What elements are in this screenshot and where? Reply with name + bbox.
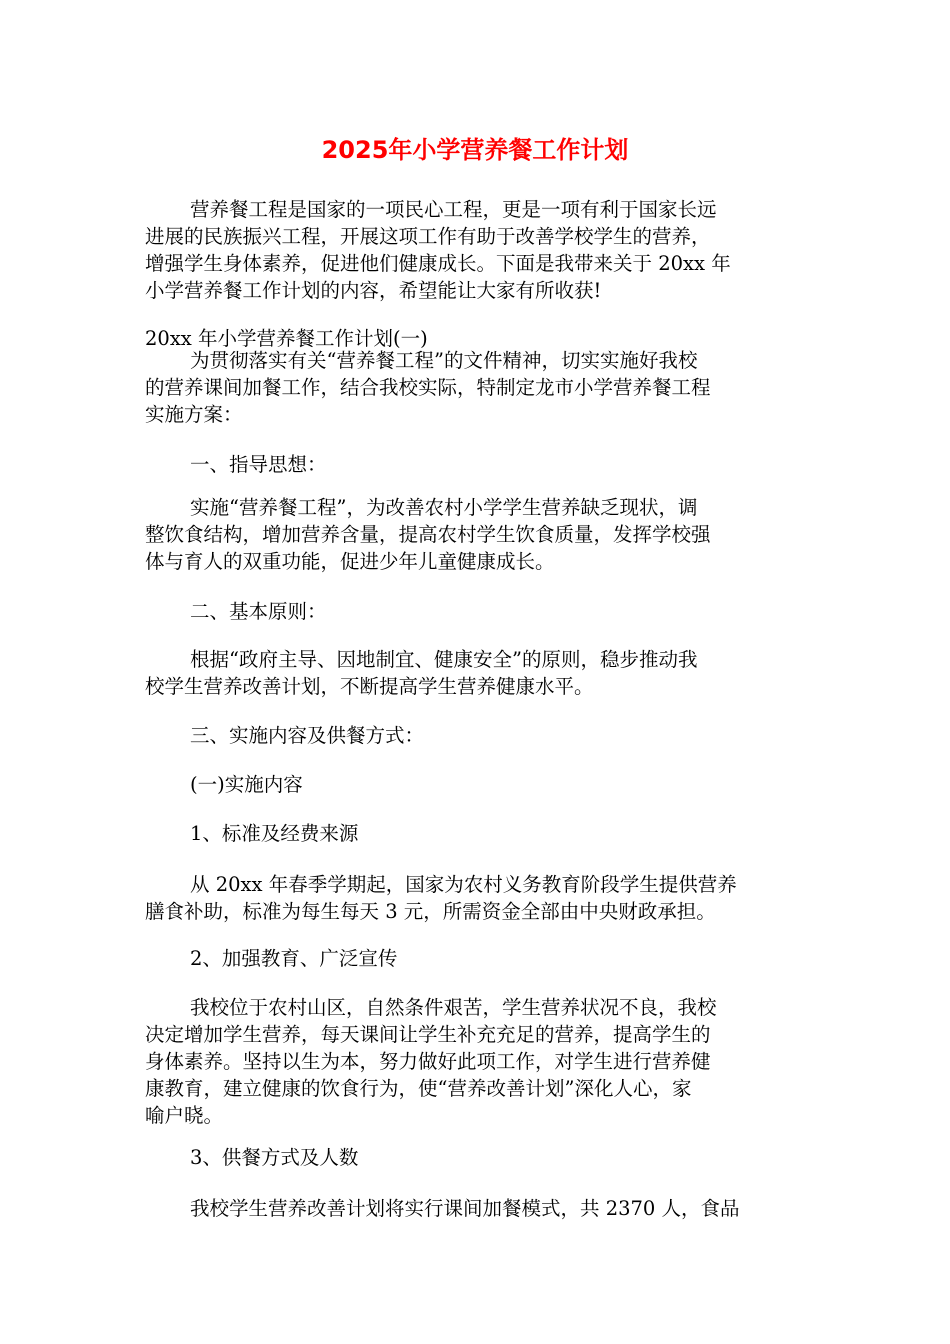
section-title: 20xx 年小学营养餐工作计划(一): [145, 327, 428, 350]
paragraph-line: 实施方案：: [145, 403, 243, 426]
paragraph-line: 根据“政府主导、因地制宜、健康安全”的原则，稳步推动我: [190, 648, 698, 671]
paragraph-line: 增强学生身体素养，促进他们健康成长。下面是我带来关于 20xx 年: [145, 252, 731, 275]
paragraph-line: 膳食补助，标准为每生每天 3 元，所需资金全部由中央财政承担。: [145, 900, 716, 923]
item-3-paragraph: [145, 1195, 805, 1222]
item-education-publicity: 2、加强教育、广泛宣传: [190, 947, 398, 970]
paragraph-line: 我校位于农村山区，自然条件艰苦，学生营养状况不良，我校: [190, 996, 717, 1019]
preface-paragraph: [145, 347, 805, 428]
heading-implementation: 三、实施内容及供餐方式：: [190, 724, 425, 747]
item-meal-supply: 3、供餐方式及人数: [190, 1146, 359, 1169]
item-1-paragraph: [145, 871, 805, 925]
paragraph-line: 校学生营养改善计划，不断提高学生营养健康水平。: [145, 675, 594, 698]
paragraph-line: 进展的民族振兴工程，开展这项工作有助于改善学校学生的营养，: [145, 225, 711, 248]
paragraph-line: 为贯彻落实有关“营养餐工程”的文件精神，切实实施好我校: [190, 349, 698, 372]
heading-guiding-ideology: 一、指导思想：: [190, 453, 327, 476]
principle-paragraph: [145, 646, 805, 700]
paragraph-line: 身体素养。坚持以生为本，努力做好此项工作，对学生进行营养健: [145, 1050, 711, 1073]
document-title: 2025年小学营养餐工作计划: [321, 136, 629, 164]
subheading-implementation-content: (一)实施内容: [190, 773, 303, 796]
paragraph-line: 的营养课间加餐工作，结合我校实际，特制定龙市小学营养餐工程: [145, 376, 711, 399]
paragraph-line: 整饮食结构，增加营养含量，提高农村学生饮食质量，发挥学校强: [145, 523, 711, 546]
paragraph-line: 小学营养餐工作计划的内容，希望能让大家有所收获!: [145, 279, 602, 302]
paragraph-line: 实施“营养餐工程”，为改善农村小学学生营养缺乏现状，调: [190, 496, 698, 519]
paragraph-line: 我校学生营养改善计划将实行课间加餐模式，共 2370 人，食品: [190, 1197, 740, 1220]
paragraph-line: 康教育，建立健康的饮食行为，使“营养改善计划”深化人心，家: [145, 1077, 692, 1100]
guiding-paragraph: [145, 494, 805, 575]
item-2-paragraph: [145, 994, 805, 1129]
item-standard-funding: 1、标准及经费来源: [190, 822, 359, 845]
paragraph-line: 喻户晓。: [145, 1104, 224, 1127]
intro-paragraph: [145, 196, 805, 304]
paragraph-line: 决定增加学生营养，每天课间让学生补充充足的营养，提高学生的: [145, 1023, 711, 1046]
heading-basic-principles: 二、基本原则：: [190, 600, 327, 623]
paragraph-line: 从 20xx 年春季学期起，国家为农村义务教育阶段学生提供营养: [190, 873, 737, 896]
paragraph-line: 体与育人的双重功能，促进少年儿童健康成长。: [145, 550, 555, 573]
paragraph-line: 营养餐工程是国家的一项民心工程，更是一项有利于国家长远: [190, 198, 717, 221]
